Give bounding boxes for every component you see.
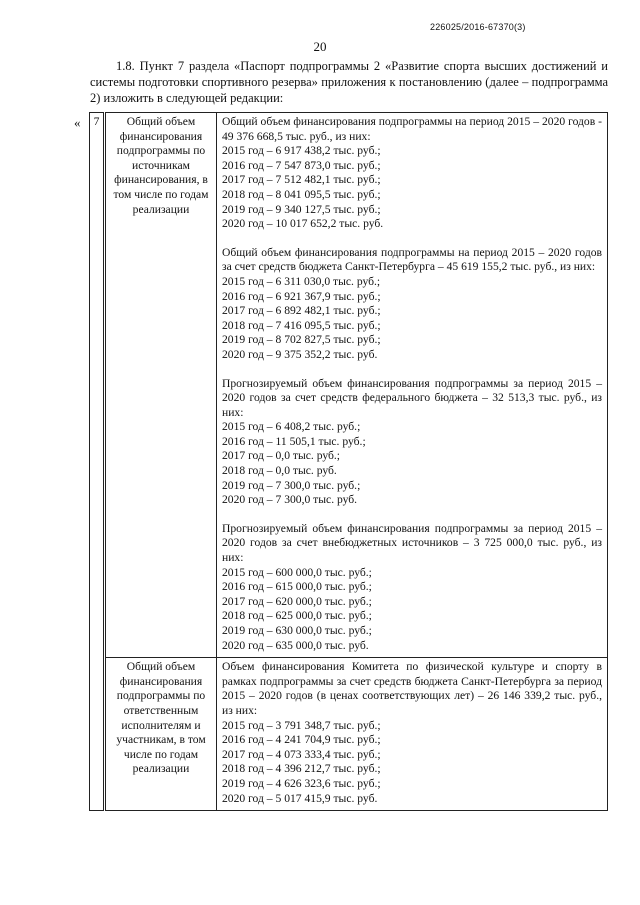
funding-year-line: 2018 год – 4 396 212,7 тыс. руб.; (222, 762, 381, 776)
funding-year-line: 2019 год – 630 000,0 тыс. руб.; (222, 624, 372, 637)
funding-year-line: 2019 год – 7 300,0 тыс. руб.; (222, 478, 361, 492)
funding-block (222, 115, 602, 232)
funding-year-line: 2020 год – 635 000,0 тыс. руб. (222, 638, 369, 652)
funding-block-lead: Прогнозируемый объем финансирования подпрограммы за период 2015 – 2020 годов за счет внебюджетных источников – 3 725 000,0 тыс. руб., из них: (222, 521, 602, 565)
funding-year-line: 2015 год – 6 311 030,0 тыс. руб.; (222, 274, 381, 288)
funding-block (222, 377, 602, 508)
table-row-financing-by-executor (90, 658, 608, 811)
funding-year-line: 2018 год – 625 000,0 тыс. руб.; (222, 609, 372, 623)
funding-year-line: 2015 год – 3 791 348,7 тыс. руб.; (222, 718, 381, 732)
intro-paragraph: 1.8. Пункт 7 раздела «Паспорт подпрограммы 2 «Развитие спорта высших достижений и системы подготовки спортивного резерва» приложения к постановлению (далее – подпрограмма 2) изложить в следующей редакции: (90, 59, 608, 105)
funding-year-line: 2018 год – 7 416 095,5 тыс. руб.; (222, 318, 381, 332)
content-financing-by-source (217, 113, 608, 658)
label-financing-by-executor: Общий объем финансирования подпрограммы по ответственным исполнителям и участникам, в том числе по годам реализации (105, 658, 217, 811)
funding-year-line: 2018 год – 0,0 тыс. руб. (222, 464, 337, 478)
document-registration-stamp: 226025/2016-67370(3) (430, 22, 526, 32)
funding-year-line: 2019 год – 8 702 827,5 тыс. руб.; (222, 333, 381, 347)
funding-block-lead: Объем финансирования Комитета по физической культуре и спорту в рамках подпрограммы за счет средств бюджета Санкт-Петербурга за период 2015 – 2020 годов (в ценах соответствующих лет) – 26 146 339,2 тыс. руб., из них: (222, 660, 602, 717)
funding-year-line: 2015 год – 6 917 438,2 тыс. руб.; (222, 144, 381, 158)
funding-year-line: 2016 год – 11 505,1 тыс. руб.; (222, 434, 366, 448)
funding-year-line: 2020 год – 10 017 652,2 тыс. руб. (222, 217, 384, 231)
content-financing-by-executor (217, 658, 608, 811)
page-number: 20 (313, 39, 327, 54)
row-number: 7 (93, 115, 100, 128)
subprogram-passport-table (89, 112, 608, 811)
funding-year-line: 2017 год – 0,0 тыс. руб.; (222, 449, 341, 463)
funding-year-line: 2016 год – 615 000,0 тыс. руб.; (222, 580, 372, 594)
funding-year-line: 2017 год – 6 892 482,1 тыс. руб.; (222, 304, 381, 318)
funding-year-line: 2017 год – 4 073 333,4 тыс. руб.; (222, 747, 381, 761)
funding-block-lead: Общий объем финансирования подпрограммы на период 2015 – 2020 годов за счет средств бюджета Санкт-Петербурга – 45 619 155,2 тыс. руб., из них: (222, 245, 602, 274)
funding-year-line: 2015 год – 6 408,2 тыс. руб.; (222, 420, 361, 434)
funding-year-line: 2017 год – 620 000,0 тыс. руб.; (222, 594, 372, 608)
row-number-cell (90, 113, 105, 811)
funding-year-line: 2016 год – 4 241 704,9 тыс. руб.; (222, 733, 381, 747)
label-financing-by-source: Общий объем финансирования подпрограммы по источникам финансирования, в том числе по годам реализации (105, 113, 217, 658)
opening-quote-mark: « (74, 115, 81, 130)
funding-year-line: 2017 год – 7 512 482,1 тыс. руб.; (222, 173, 381, 187)
funding-year-line: 2015 год – 600 000,0 тыс. руб.; (222, 565, 372, 579)
funding-block (222, 522, 602, 653)
funding-year-line: 2016 год – 7 547 873,0 тыс. руб.; (222, 158, 381, 172)
funding-year-line: 2019 год – 4 626 323,6 тыс. руб.; (222, 776, 381, 790)
funding-year-line: 2019 год – 9 340 127,5 тыс. руб.; (222, 202, 381, 216)
table-row-financing-by-source (90, 113, 608, 658)
funding-year-line: 2018 год – 8 041 095,5 тыс. руб.; (222, 187, 381, 201)
funding-block-lead: Прогнозируемый объем финансирования подпрограммы за период 2015 – 2020 годов за счет средств федерального бюджета – 32 513,3 тыс. руб., из них: (222, 376, 602, 419)
funding-year-line: 2020 год – 5 017 415,9 тыс. руб. (222, 791, 378, 805)
funding-block (222, 660, 602, 806)
funding-block-lead: Общий объем финансирования подпрограммы на период 2015 – 2020 годов - 49 376 668,5 тыс. руб., из них: (222, 115, 602, 143)
funding-year-line: 2020 год – 7 300,0 тыс. руб. (222, 493, 358, 507)
funding-block (222, 246, 602, 363)
funding-year-line: 2020 год – 9 375 352,2 тыс. руб. (222, 347, 378, 361)
funding-year-line: 2016 год – 6 921 367,9 тыс. руб.; (222, 289, 381, 303)
